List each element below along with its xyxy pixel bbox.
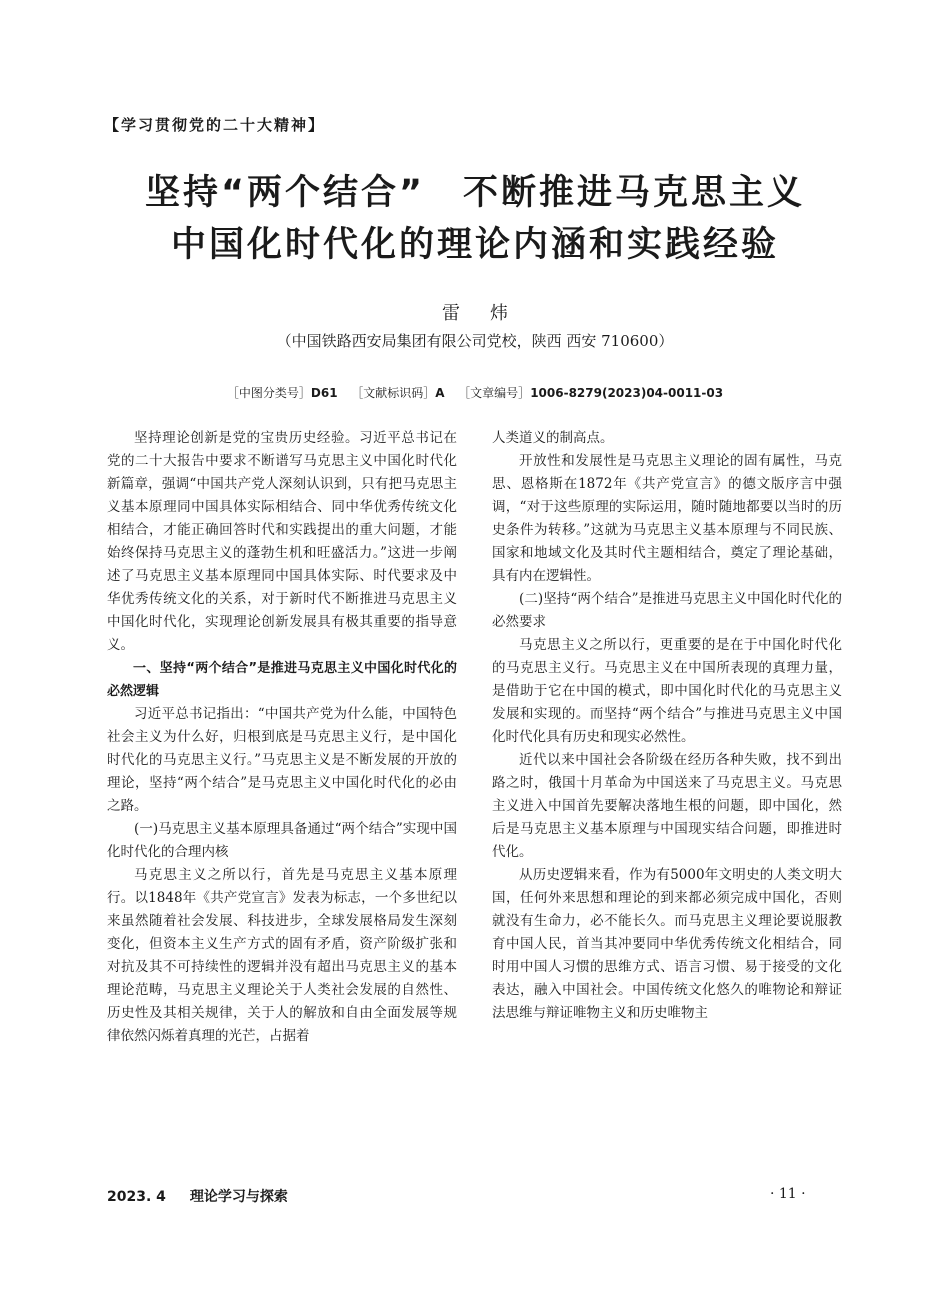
article-title-line-1: 坚持“两个结合” 不断推进马克思主义 (144, 173, 805, 213)
clc-label: ［中图分类号］ (226, 386, 311, 400)
section-heading: 一、坚持“两个结合”是推进马克思主义中国化时代化的必然逻辑 (107, 661, 457, 699)
doc-code-label: ［文献标识码］ (351, 386, 436, 400)
footer-journal-name: 理论学习与探索 (189, 1189, 288, 1205)
article-id-label: ［文章编号］ (458, 386, 531, 400)
body-right-column (492, 427, 842, 1025)
paragraph: 从历史逻辑来看，作为有5000年文明史的人类文明大国，任何外来思想和理论的到来都必须完成中国化，否则就没有生命力，必不能长久。而马克思主义理论要说服教育中国人民，首当其冲要同中华优秀传统文化相结合，同时用中国人习惯的思维方式、语言习惯、易于接受的文化表达，融入中国社会。中国传统文化悠久的唯物论和辩证法思维与辩证唯物主义和历史唯物主 (492, 867, 842, 1021)
clc-value: D61 (310, 386, 338, 400)
author-name: 雷炜 (442, 303, 538, 324)
subsection-heading: (二)坚持“两个结合”是推进马克思主义中国化时代化的必然要求 (492, 591, 842, 630)
paragraph: 马克思主义之所以行，首先是马克思主义基本原理行。以1848年《共产党宣言》发表为标志，一个多世纪以来虽然随着社会发展、科技进步，全球发展格局发生深刻变化，但资本主义生产方式的固有矛盾，资产阶级扩张和对抗及其不可持续性的逻辑并没有超出马克思主义的基本理论范畴，马克思主义理论关于人类社会发展的自然性、历史性及其相关规律，关于人的解放和自由全面发展等规律依然闪烁着真理的光芒，占据着 (107, 867, 457, 1044)
footer-issue: 2023. 4 (107, 1189, 166, 1205)
subsection-heading: (一)马克思主义基本原理具备通过“两个结合”实现中国化时代化的合理内核 (107, 821, 457, 860)
author-affiliation: （中国铁路西安局集团有限公司党校，陕西 西安 710600） (276, 332, 674, 350)
doc-code-value: A (435, 386, 445, 400)
article-title-line-2: 中国化时代化的理论内涵和实践经验 (170, 225, 779, 265)
article-id-value: 1006-8279(2023)04-0011-03 (530, 386, 724, 400)
paragraph-continuation: 人类道义的制高点。 (492, 430, 614, 446)
body-left-column (107, 427, 457, 1048)
paragraph: 近代以来中国社会各阶级在经历各种失败，找不到出路之时，俄国十月革命为中国送来了马克思主义。马克思主义进入中国首先要解决落地生根的问题，即中国化，然后是马克思主义基本原理与中国现实结合问题，即推进时代化。 (492, 752, 842, 860)
paragraph: 马克思主义之所以行，更重要的是在于中国化时代化的马克思主义行。马克思主义在中国所表现的真理力量，是借助于它在中国的模式，即中国化时代化的马克思主义发展和实现的。而坚持“两个结合”与推进马克思主义中国化时代化具有历史和现实必然性。 (492, 637, 842, 745)
footer-journal-info (107, 1186, 312, 1206)
column-tag: 【学习贯彻党的二十大精神】 (104, 116, 326, 134)
paragraph: 习近平总书记指出：“中国共产党为什么能，中国特色社会主义为什么好，归根到底是马克思主义行，是中国化时代化的马克思主义行。”马克思主义是不断发展的开放的理论，坚持“两个结合”是马克思主义中国化时代化的必由之路。 (107, 706, 457, 814)
paragraph: 坚持理论创新是党的宝贵历史经验。习近平总书记在党的二十大报告中要求不断谱写马克思主义中国化时代化新篇章，强调“中国共产党人深刻认识到，只有把马克思主义基本原理同中国具体实际相结合、同中华优秀传统文化相结合，才能正确回答时代和实践提出的重大问题，才能始终保持马克思主义的蓬勃生机和旺盛活力。”这进一步阐述了马克思主义基本原理同中国具体实际、时代要求及中华优秀传统文化的关系，对于新时代不断推进马克思主义中国化时代化，实现理论创新发展具有极其重要的指导意义。 (107, 430, 457, 653)
page-number: · 11 · (770, 1186, 806, 1202)
paragraph: 开放性和发展性是马克思主义理论的固有属性，马克思、恩格斯在1872年《共产党宣言》的德文版序言中强调，“对于这些原理的实际运用，随时随地都要以当时的历史条件为转移。”这就为马克思主义基本原理与不同民族、国家和地域文化及其时代主题相结合，奠定了理论基础，具有内在逻辑性。 (492, 453, 842, 584)
classification-line (0, 384, 950, 401)
